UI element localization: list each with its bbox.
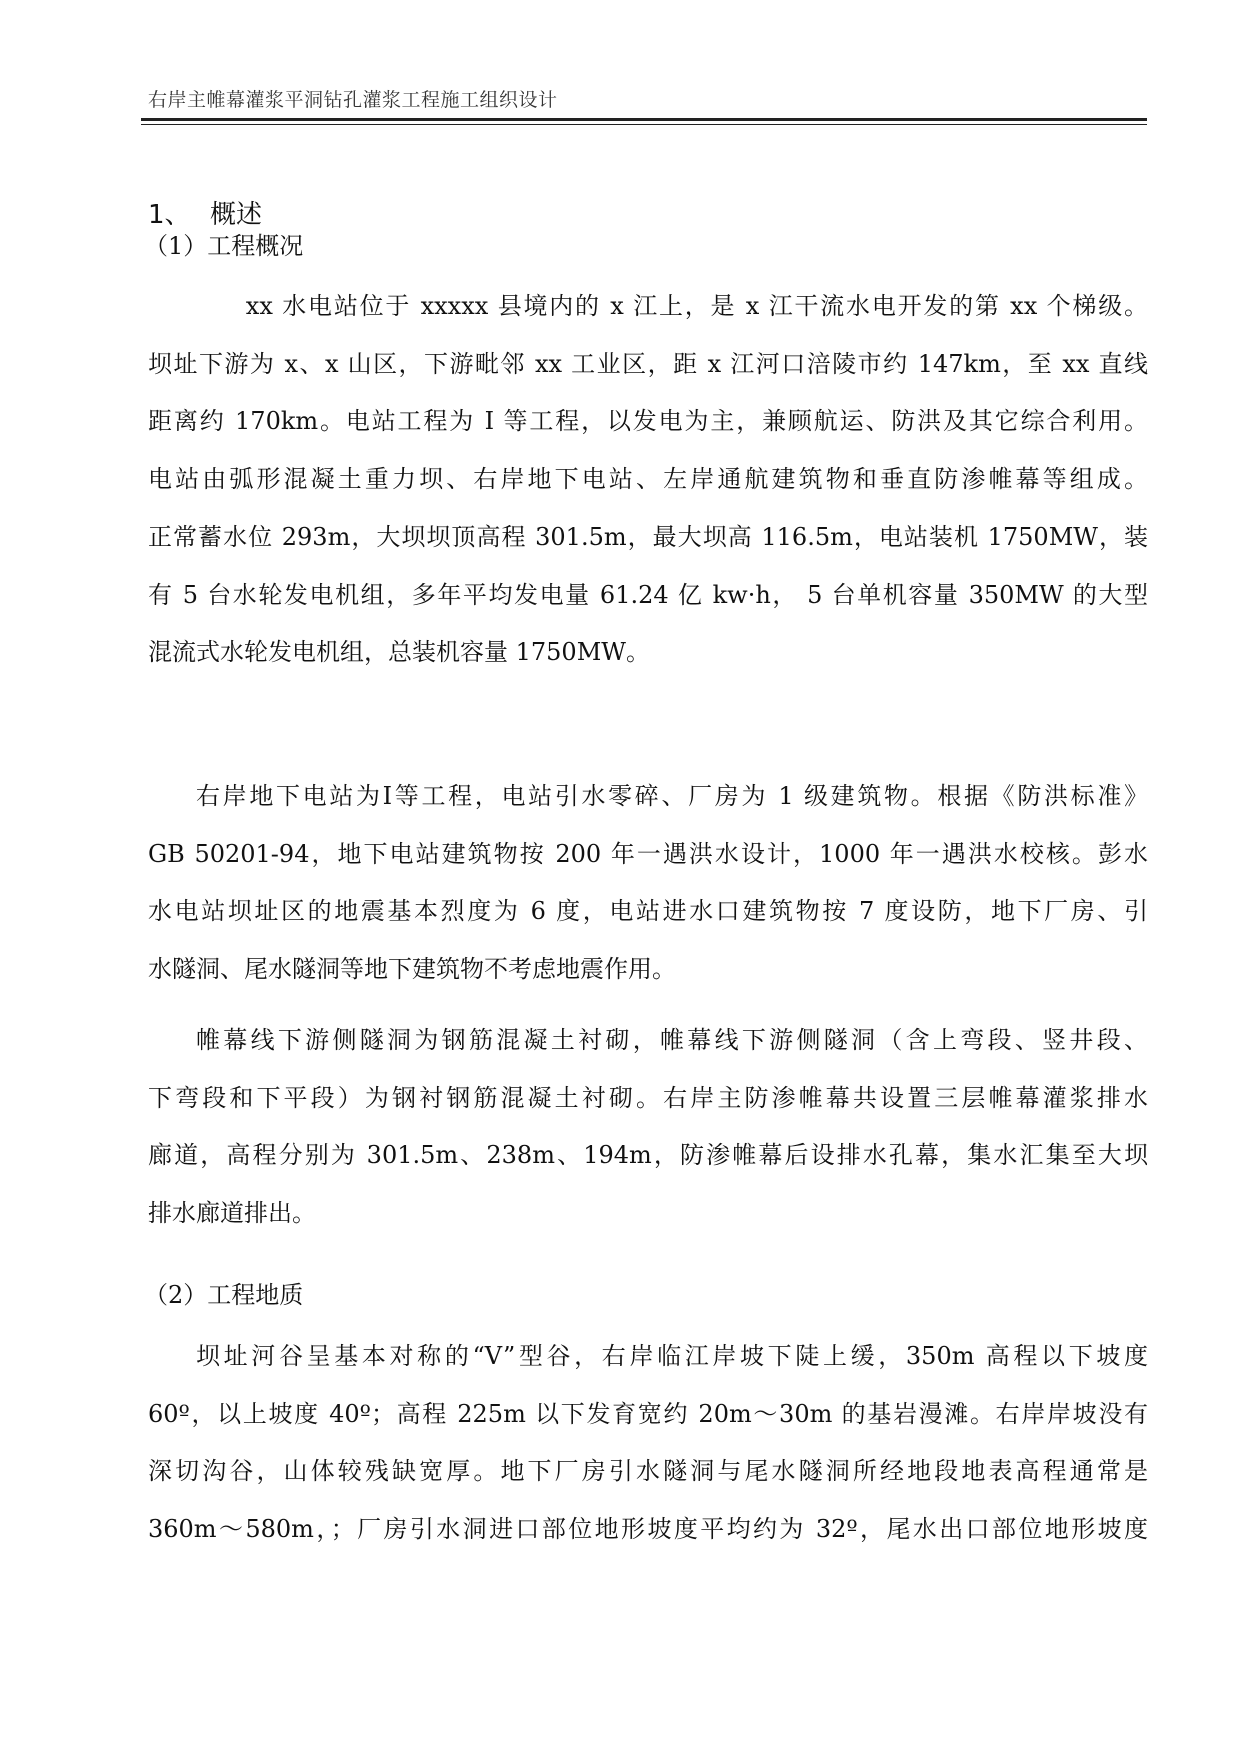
subsection-heading-overview: （1）工程概况 (144, 232, 304, 260)
paragraph-geology (148, 1328, 1148, 1559)
paragraph-line: 廊道，高程分别为 301.5m、238m、194m，防渗帷幕后设排水孔幕，集水汇集至大坝 (148, 1141, 1148, 1170)
paragraph-line: 混流式水轮发电机组，总装机容量 1750MW。 (148, 638, 650, 667)
paragraph-line: 水隧洞、尾水隧洞等地下建筑物不考虑地震作用。 (148, 955, 676, 984)
paragraph-line: 60º，以上坡度 40º；高程 225m 以下发育宽约 20m～30m 的基岩漫滩。右岸岸坡没有 (148, 1399, 1148, 1428)
paragraph-project-overview (148, 278, 1148, 682)
paragraph-line: 深切沟谷，山体较残缺宽厚。地下厂房引水隧洞与尾水隧洞所经地段地表高程通常是 (148, 1457, 1148, 1486)
paragraph-line: 下弯段和下平段）为钢衬钢筋混凝土衬砌。右岸主防渗帷幕共设置三层帷幕灌浆排水 (148, 1083, 1148, 1112)
paragraph-line: 有 5 台水轮发电机组，多年平均发电量 61.24 亿 kw·h， 5 台单机容量 350MW 的大型 (148, 580, 1148, 609)
page-header-title: 右岸主帷幕灌浆平洞钻孔灌浆工程施工组织设计 (148, 89, 558, 111)
paragraph-line: 电站由弧形混凝土重力坝、右岸地下电站、左岸通航建筑物和垂直防渗帷幕等组成。 (148, 465, 1148, 494)
header-divider-thick (141, 118, 1147, 121)
section-title: 概述 (210, 200, 263, 230)
paragraph-curtain-tunnel (148, 1012, 1148, 1243)
paragraph-line: 水电站坝址区的地震基本烈度为 6 度，电站进水口建筑物按 7 度设防，地下厂房、引 (148, 897, 1148, 926)
section-number: 1、 (148, 200, 191, 230)
header-divider-thin (141, 124, 1147, 125)
subsection-heading-geology: （2）工程地质 (144, 1281, 304, 1309)
paragraph-line: 坝址河谷呈基本对称的“V”型谷，右岸临江岸坡下陡上缓，350m 高程以下坡度 (196, 1342, 1148, 1370)
paragraph-line: 360m～580m，；厂房引水洞进口部位地形坡度平均约为 32º，尾水出口部位地形坡度 (148, 1515, 1148, 1544)
paragraph-line: xx 水电站位于 xxxxx 县境内的 x 江上，是 x 江干流水电开发的第 xx 个梯级。 (220, 292, 1148, 320)
paragraph-line: 排水廊道排出。 (148, 1199, 316, 1228)
paragraph-line: 坝址下游为 x、x 山区，下游毗邻 xx 工业区，距 x 江河口涪陵市约 147km，至 xx 直线 (148, 349, 1148, 378)
paragraph-line: 右岸地下电站为Ⅰ等工程，电站引水零碎、厂房为 1 级建筑物。根据《防洪标准》 (196, 782, 1148, 810)
paragraph-line: GB 50201-94，地下电站建筑物按 200 年一遇洪水设计，1000 年一遇洪水校核。彭水 (148, 839, 1148, 868)
paragraph-line: 帷幕线下游侧隧洞为钢筋混凝土衬砌，帷幕线下游侧隧洞（含上弯段、竖井段、 (196, 1026, 1148, 1054)
paragraph-underground-station (148, 768, 1148, 999)
paragraph-line: 正常蓄水位 293m，大坝坝顶高程 301.5m，最大坝高 116.5m，电站装机 1750MW，装 (148, 522, 1148, 551)
paragraph-line: 距离约 170km。电站工程为 I 等工程，以发电为主，兼顾航运、防洪及其它综合利用。 (148, 407, 1148, 436)
